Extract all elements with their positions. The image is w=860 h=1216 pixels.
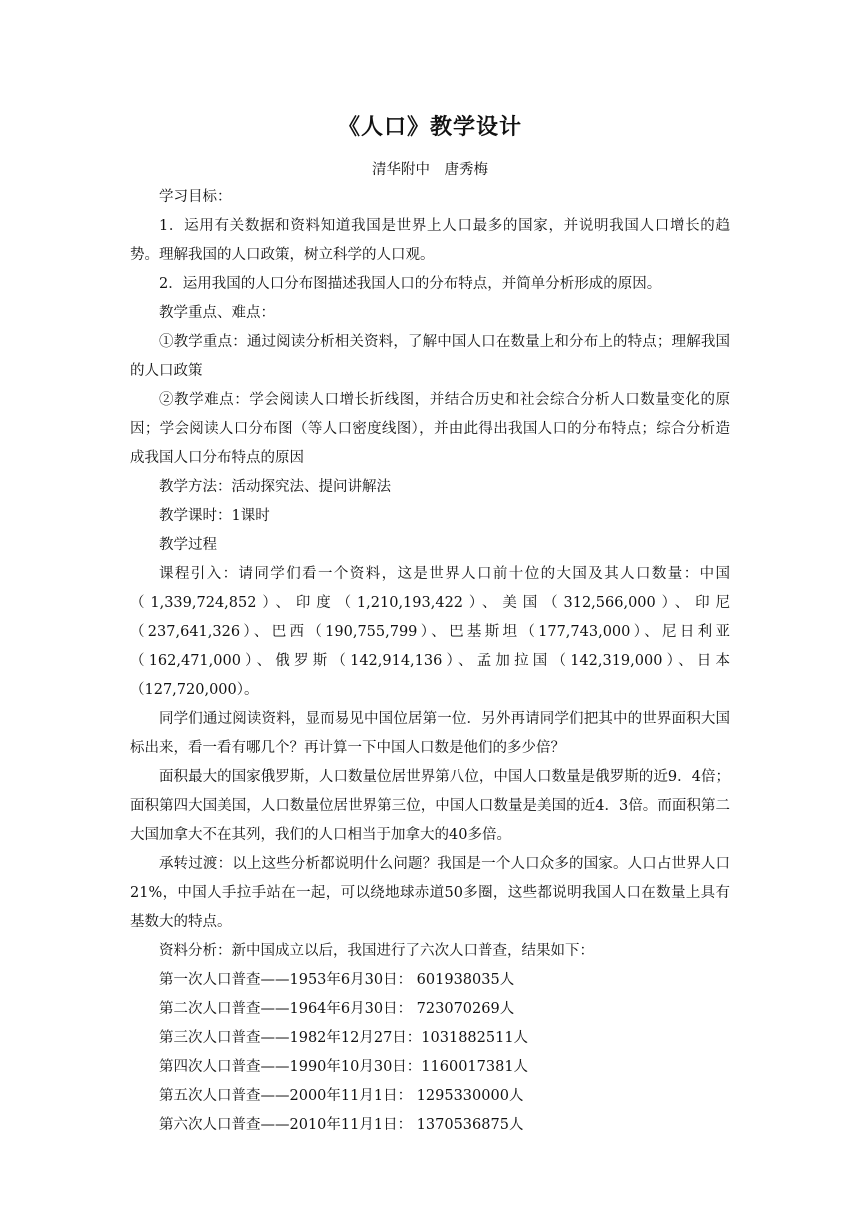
document-body <box>130 183 730 1140</box>
paragraph: 2．运用我国的人口分布图描述我国人口的分布特点，并简单分析形成的原因。 <box>159 276 662 292</box>
paragraph: 教学重点、难点： <box>159 305 275 321</box>
paragraph: 承转过渡：以上这些分析都说明什么问题？我国是一个人口众多的国家。人口占世界人口21%，中国人手拉手站在一起，可以绕地球赤道50多圈，这些都说明我国人口在数量上具有基数大的特点。 <box>130 856 730 930</box>
paragraph: 课程引入：请同学们看一个资料，这是世界人口前十位的大国及其人口数量：中国（1,339,724,852）、印度（1,210,193,422）、美国（312,566,000）、印尼（237,641,326）、巴西（190,755,799）、巴基斯坦（177,743,000）、尼日利亚（162,471,000）、俄罗斯（142,914,136）、孟加拉国（142,319,000）、日本（127,720,000）。 <box>130 566 730 698</box>
paragraph: 1．运用有关数据和资料知道我国是世界上人口最多的国家，并说明我国人口增长的趋势。理解我国的人口政策，树立科学的人口观。 <box>130 218 730 263</box>
paragraph: 第六次人口普查——2010年11月1日： 1370536875人 <box>159 1117 524 1133</box>
paragraph: 资料分析：新中国成立以后，我国进行了六次人口普查，结果如下： <box>159 943 594 959</box>
paragraph: 教学课时：1课时 <box>159 508 270 524</box>
paragraph: 第五次人口普查——2000年11月1日： 1295330000人 <box>159 1088 524 1104</box>
paragraph: 第四次人口普查——1990年10月30日：1160017381人 <box>159 1059 529 1075</box>
document-author: 清华附中 唐秀梅 <box>372 162 488 178</box>
paragraph: 同学们通过阅读资料，显而易见中国位居第一位．另外再请同学们把其中的世界面积大国标出来，看一看有哪几个？再计算一下中国人口数是他们的多少倍？ <box>130 711 730 756</box>
paragraph: 第一次人口普查——1953年6月30日： 601938035人 <box>159 972 515 988</box>
paragraph: 面积最大的国家俄罗斯，人口数量位居世界第八位，中国人口数量是俄罗斯的近9．4倍；面积第四大国美国，人口数量位居世界第三位，中国人口数量是美国的近4．3倍。而面积第二大国加拿大不在其列，我们的人口相当于加拿大的40多倍。 <box>130 769 730 843</box>
paragraph: 第三次人口普查——1982年12月27日：1031882511人 <box>159 1030 529 1046</box>
paragraph: 教学方法：活动探究法、提问讲解法 <box>159 479 391 495</box>
paragraph: 教学过程 <box>159 537 217 553</box>
paragraph: 第二次人口普查——1964年6月30日： 723070269人 <box>159 1001 515 1017</box>
paragraph: 学习目标： <box>159 189 232 205</box>
document-title: 《人口》教学设计 <box>337 114 522 140</box>
paragraph: ①教学重点：通过阅读分析相关资料，了解中国人口在数量上和分布上的特点；理解我国的人口政策 <box>130 334 730 379</box>
paragraph: ②教学难点：学会阅读人口增长折线图，并结合历史和社会综合分析人口数量变化的原因；学会阅读人口分布图（等人口密度线图），并由此得出我国人口的分布特点；综合分析造成我国人口分布特点的原因 <box>130 392 730 466</box>
